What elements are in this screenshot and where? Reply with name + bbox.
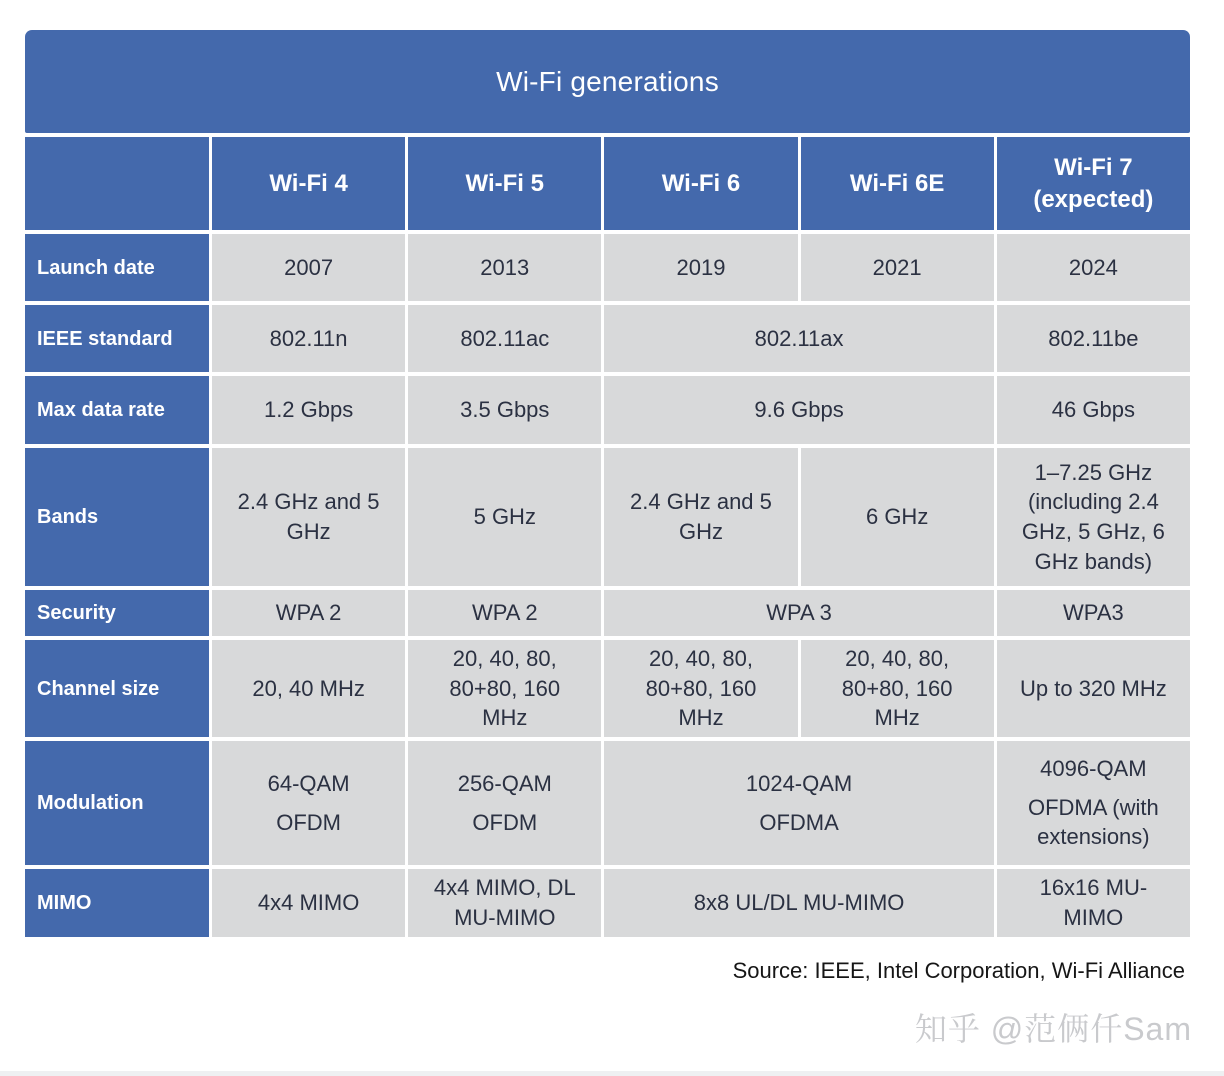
cell-security-wifi7: WPA3 — [997, 590, 1190, 636]
modulation-line: 4096-QAM — [1040, 756, 1147, 782]
row-mimo — [25, 869, 1190, 936]
cell-modulation-wifi7 — [997, 741, 1190, 865]
header-row — [25, 137, 1190, 230]
cell-bands-wifi6: 2.4 GHz and 5 GHz — [604, 448, 797, 586]
table-title: Wi-Fi generations — [496, 65, 719, 97]
row-label-mimo: MIMO — [25, 869, 209, 936]
row-ieee-standard — [25, 305, 1190, 372]
col-header-wifi6e: Wi-Fi 6E — [801, 137, 994, 230]
cell-mimo-wifi4: 4x4 MIMO — [212, 869, 405, 936]
row-label-security: Security — [25, 590, 209, 636]
cell-bands-wifi5: 5 GHz — [408, 448, 601, 586]
cell-channel-wifi7: Up to 320 MHz — [997, 640, 1190, 737]
row-channel-size — [25, 640, 1190, 737]
cell-security-wifi6-6e: WPA 3 — [604, 590, 993, 636]
cell-launch-date-wifi7: 2024 — [997, 234, 1190, 301]
cell-ieee-wifi5: 802.11ac — [408, 305, 601, 372]
col-header-wifi7: Wi-Fi 7 (expected) — [997, 137, 1190, 230]
modulation-line: OFDMA (with extensions) — [1027, 794, 1159, 850]
watermark: 知乎 @范俩仟Sam — [914, 1011, 1192, 1047]
cell-modulation-wifi5 — [408, 741, 601, 865]
table-title-bar — [25, 30, 1190, 133]
cell-security-wifi5: WPA 2 — [408, 590, 601, 636]
modulation-line: 1024-QAM — [745, 770, 853, 796]
modulation-line: 256-QAM — [457, 770, 552, 796]
col-header-wifi6: Wi-Fi 6 — [604, 137, 797, 230]
cell-channel-wifi6: 20, 40, 80, 80+80, 160 MHz — [604, 640, 797, 737]
source-note: Source: IEEE, Intel Corporation, Wi-Fi Alliance — [732, 958, 1185, 983]
cell-ieee-wifi6-6e: 802.11ax — [604, 305, 993, 372]
cell-rate-wifi5: 3.5 Gbps — [408, 376, 601, 444]
cell-launch-date-wifi5: 2013 — [408, 234, 601, 301]
cell-modulation-wifi6-6e — [604, 741, 993, 865]
cell-security-wifi4: WPA 2 — [212, 590, 405, 636]
col-header-wifi4: Wi-Fi 4 — [212, 137, 405, 230]
wifi-generations-table — [25, 30, 1190, 941]
cell-channel-wifi6e: 20, 40, 80, 80+80, 160 MHz — [801, 640, 994, 737]
modulation-line: OFDM — [276, 809, 341, 835]
col-header-wifi5: Wi-Fi 5 — [408, 137, 601, 230]
cell-rate-wifi6-6e: 9.6 Gbps — [604, 376, 993, 444]
row-bands — [25, 448, 1190, 586]
row-security — [25, 590, 1190, 636]
cell-mimo-wifi6-6e: 8x8 UL/DL MU-MIMO — [604, 869, 993, 936]
cell-launch-date-wifi6: 2019 — [604, 234, 797, 301]
row-modulation — [25, 741, 1190, 865]
cell-mimo-wifi7: 16x16 MU-MIMO — [997, 869, 1190, 936]
row-label-channel-size: Channel size — [25, 640, 209, 737]
cell-bands-wifi6e: 6 GHz — [801, 448, 994, 586]
modulation-line: OFDMA — [759, 809, 839, 835]
cell-launch-date-wifi6e: 2021 — [801, 234, 994, 301]
modulation-line: 64-QAM — [267, 770, 350, 796]
modulation-line: OFDM — [472, 809, 538, 835]
cell-rate-wifi7: 46 Gbps — [997, 376, 1190, 444]
cell-bands-wifi4: 2.4 GHz and 5 GHz — [212, 448, 405, 586]
row-label-ieee-standard: IEEE standard — [25, 305, 209, 372]
cell-modulation-wifi4 — [212, 741, 405, 865]
corner-cell — [25, 137, 209, 230]
cell-bands-wifi7: 1–7.25 GHz (including 2.4 GHz, 5 GHz, 6 GHz bands) — [997, 448, 1190, 586]
row-label-bands: Bands — [25, 448, 209, 586]
cell-ieee-wifi4: 802.11n — [212, 305, 405, 372]
cell-rate-wifi4: 1.2 Gbps — [212, 376, 405, 444]
cell-channel-wifi5: 20, 40, 80, 80+80, 160 MHz — [408, 640, 601, 737]
cell-channel-wifi4: 20, 40 MHz — [212, 640, 405, 737]
cell-launch-date-wifi4: 2007 — [212, 234, 405, 301]
cell-ieee-wifi7: 802.11be — [997, 305, 1190, 372]
bottom-strip — [0, 1071, 1224, 1076]
row-launch-date — [25, 234, 1190, 301]
cell-mimo-wifi5: 4x4 MIMO, DL MU-MIMO — [408, 869, 601, 936]
row-label-launch-date: Launch date — [25, 234, 209, 301]
wifi-table-grid — [22, 133, 1193, 941]
row-label-modulation: Modulation — [25, 741, 209, 865]
row-max-data-rate — [25, 376, 1190, 444]
row-label-max-data-rate: Max data rate — [25, 376, 209, 444]
